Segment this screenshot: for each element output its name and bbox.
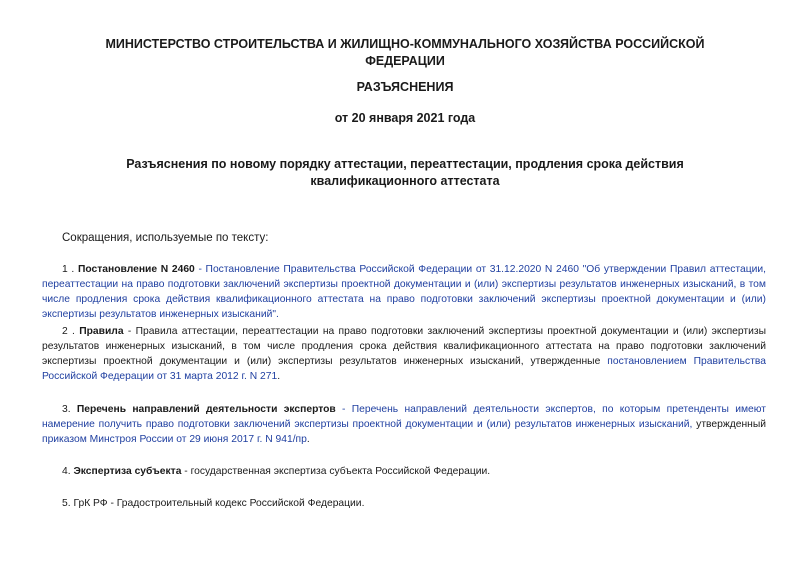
- item-term: Экспертиза субъекта: [73, 466, 182, 477]
- item-dash: -: [194, 264, 206, 275]
- item-number: 3.: [62, 404, 71, 415]
- item-dash: -: [181, 466, 191, 477]
- abbreviation-item: [42, 262, 766, 322]
- abbreviation-item: [42, 324, 766, 384]
- document-date: от 20 января 2021 года: [334, 111, 476, 125]
- document-type: РАЗЪЯСНЕНИЯ: [356, 80, 454, 94]
- item-number: 5.: [62, 498, 71, 509]
- item-number: 2 .: [62, 326, 75, 337]
- abbreviations-title: Сокращения, используемые по тексту:: [62, 232, 269, 244]
- document-subject: [80, 156, 730, 190]
- item-link[interactable]: приказом Минстроя России от 29 июня 2017 г. N 941/пр: [42, 434, 307, 445]
- item-term: Постановление N 2460: [77, 264, 195, 275]
- subject-line2: квалификационного аттестата: [310, 174, 500, 188]
- item-number: 4.: [62, 466, 71, 477]
- item-definition: Правила аттестации, переаттестации на право подготовки заключений экспертизы проектной документации и (или) экспертизы результатов инженерных изысканий, в том числе продления срока действия квалификационного аттестата на право подготовки заключений экспертизы проектной документации и (или) экспертизы результатов инженерных изысканий, утвержденные: [42, 326, 766, 367]
- abbreviation-item: [42, 464, 766, 479]
- item-number: 1 .: [62, 264, 75, 275]
- item-term: Правила: [79, 326, 124, 337]
- item-definition-link[interactable]: Перечень направлений деятельности экспертов, по которым претенденты имеют намерение получить право подготовки заключений экспертизы проектной документации и (или) результатов инженерных изысканий,: [42, 404, 766, 430]
- item-definition: государственная экспертиза субъекта Российской Федерации.: [190, 466, 491, 477]
- item-definition-link[interactable]: Постановление Правительства Российской Федерации от 31.12.2020 N 2460 "Об утверждении Правил аттестации, переаттестации на право подготовки заключений экспертизы проектной документации и (или) экспертизы результатов инженерных изысканий, в том числе продления срока действия квалификационного аттестата на право подготовки заключений экспертизы проектной документации и (или) экспертизы результатов инженерных изысканий".: [42, 264, 766, 320]
- abbreviation-item: [42, 496, 766, 511]
- abbreviation-item: [42, 402, 766, 447]
- item-end: .: [306, 434, 310, 445]
- item-term: ГрК РФ: [73, 498, 108, 509]
- item-dash: -: [335, 404, 352, 415]
- item-end: .: [277, 371, 281, 382]
- item-link[interactable]: постановлением Правительства Российской Федерации от 31 марта 2012 г. N 271: [42, 356, 766, 382]
- ministry-title-line2: ФЕДЕРАЦИИ: [365, 54, 445, 68]
- item-term: Перечень направлений деятельности экспертов: [76, 404, 336, 415]
- item-dash: -: [107, 498, 117, 509]
- item-dash: -: [123, 326, 136, 337]
- ministry-title-line1: МИНИСТЕРСТВО СТРОИТЕЛЬСТВА И ЖИЛИЩНО-КОММУНАЛЬНОГО ХОЗЯЙСТВА РОССИЙСКОЙ: [105, 37, 705, 51]
- item-definition-tail: утвержденный: [692, 419, 766, 430]
- item-definition: Градостроительный кодекс Российской Федерации.: [116, 498, 365, 509]
- ministry-title: [60, 36, 750, 70]
- subject-line1: Разъяснения по новому порядку аттестации, переаттестации, продления срока действия: [126, 157, 684, 171]
